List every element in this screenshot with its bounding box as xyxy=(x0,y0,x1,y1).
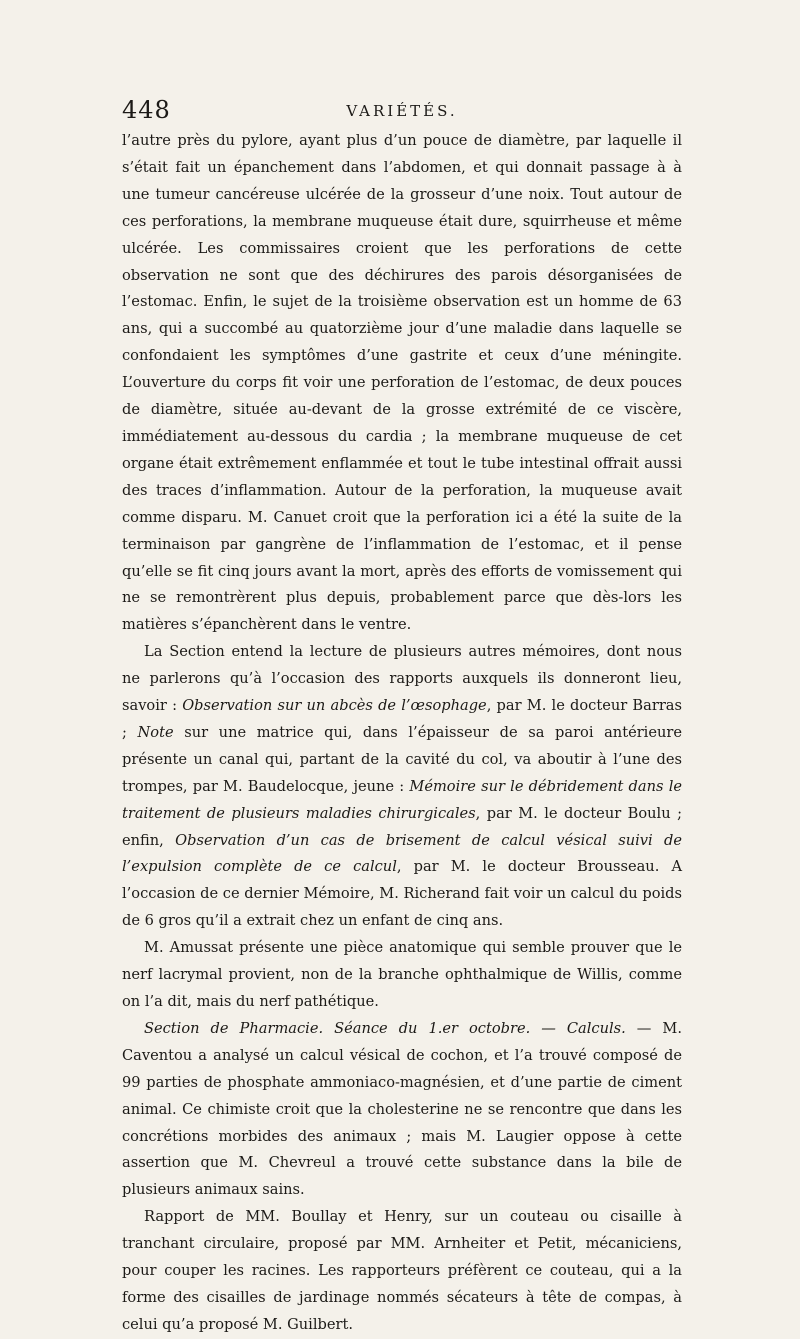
page-header xyxy=(122,96,682,126)
text-run: — M. Caventou a analysé un calcul vésical de cochon, et l’a trouvé composé de 99 parties de phosphate ammoniaco-magnésien, et d’une partie de ciment animal. Ce chimiste croit que la cholesterine ne se rencontre que dans les concrétions morbides des animaux ; mais M. Laugier oppose à cette assertion que M. Chevreul a trouvé cette substance dans la bile de plusieurs animaux sains. xyxy=(122,1019,682,1199)
text-run: M. Amussat présente une pièce anatomique qui semble prouver que le nerf lacrymal provient, non de la branche ophthalmique de Willis, comme on l’a dit, mais du nerf pathétique. xyxy=(122,939,682,1010)
text-run: l’autre près du pylore, ayant plus d’un pouce de diamètre, par laquelle il s’était fait un épanchement dans l’abdomen, et qui donnait passage à à une tumeur cancéreuse ulcérée de la grosseur d’une noix. Tout autour de ces perforations, la membrane muqueuse était dure, squirrheuse et même ulcérée. Les commissaires croient que les perforations de cette observation ne sont que des déchirures des parois désorganisées de l’estomac. Enfin, le sujet de la troisième observation est un homme de 63 ans, qui a succombé au quatorzième jour d’une maladie dans laquelle se confondaient les symptômes d’une gastrite et ceux d’une méningite. L’ouverture du corps fit voir une perforation de l’estomac, de deux pouces de diamètre, située au-devant de la grosse extrémité de ce viscère, immédiatement au-dessous du cardia ; la membrane muqueuse de cet organe était extrêmement enflammée et tout le tube intestinal offrait aussi des traces d’inflammation. Autour de la perforation, la muqueuse avait comme disparu. M. Canuet croit que la perforation ici a été la suite de la terminaison par gangrène de l’inflammation de l’estomac, et il pense qu’elle se fit cinq jours avant la mort, après des efforts de vomissement qui ne se remontrèrent plus depuis, probablement parce que dès-lors les matières s’épanchèrent dans le ventre. xyxy=(122,132,682,634)
text-run: , par M. le docteur Brousseau. A l’occasion de ce dernier Mémoire, M. Richerand fait voir un calcul du poids de 6 gros qu’il a extrait chez un enfant de cinq ans. xyxy=(122,858,682,930)
italic-text-run: Observation sur un abcès de l’œsophage xyxy=(182,697,487,715)
text-run: Rapport de MM. Boullay et Henry, sur un couteau ou cisaille à tranchant circulaire, proposé par MM. Arnheiter et Petit, mécaniciens, pour couper les racines. Les rapporteurs préfèrent ce couteau, qui a la forme des cisailles de jardinage nommés sécateurs à tête de compas, à celui qu’a proposé M. Guilbert. xyxy=(122,1208,682,1333)
italic-text-run: Note xyxy=(137,723,174,741)
page-number: 448 xyxy=(122,96,171,124)
italic-text-run: Section de Pharmacie. Séance du 1.er octobre. — Calculs. xyxy=(144,1019,626,1037)
body-text xyxy=(122,128,682,1339)
paragraph xyxy=(122,935,682,1016)
text-run: , par M. le docteur Boulu ; enfin, xyxy=(122,804,683,849)
running-head: VARIÉTÉS. xyxy=(346,102,458,120)
paragraph xyxy=(122,1016,682,1204)
paragraph xyxy=(122,128,682,639)
italic-text-run: Observation d’un cas de brisement de calcul vésical suivi de l’expulsion complète de ce calcul xyxy=(122,831,683,876)
text-run: , par M. le docteur Barras ; xyxy=(122,697,682,741)
italic-text-run: Mémoire sur le débridement dans le traitement de plusieurs maladies chirurgicales xyxy=(122,777,683,822)
paragraph xyxy=(122,639,682,935)
text-run: sur une matrice qui, dans l’épaisseur de sa paroi antérieure présente un canal qui, partant de la cavité du col, va aboutir à l’une des trompes, par M. Baudelocque, jeune : xyxy=(122,723,682,795)
text-run: La Section entend la lecture de plusieurs autres mémoires, dont nous ne parlerons qu’à l’occasion des rapports auxquels ils donneront lieu, savoir : xyxy=(122,643,682,715)
paragraph xyxy=(122,1204,682,1339)
